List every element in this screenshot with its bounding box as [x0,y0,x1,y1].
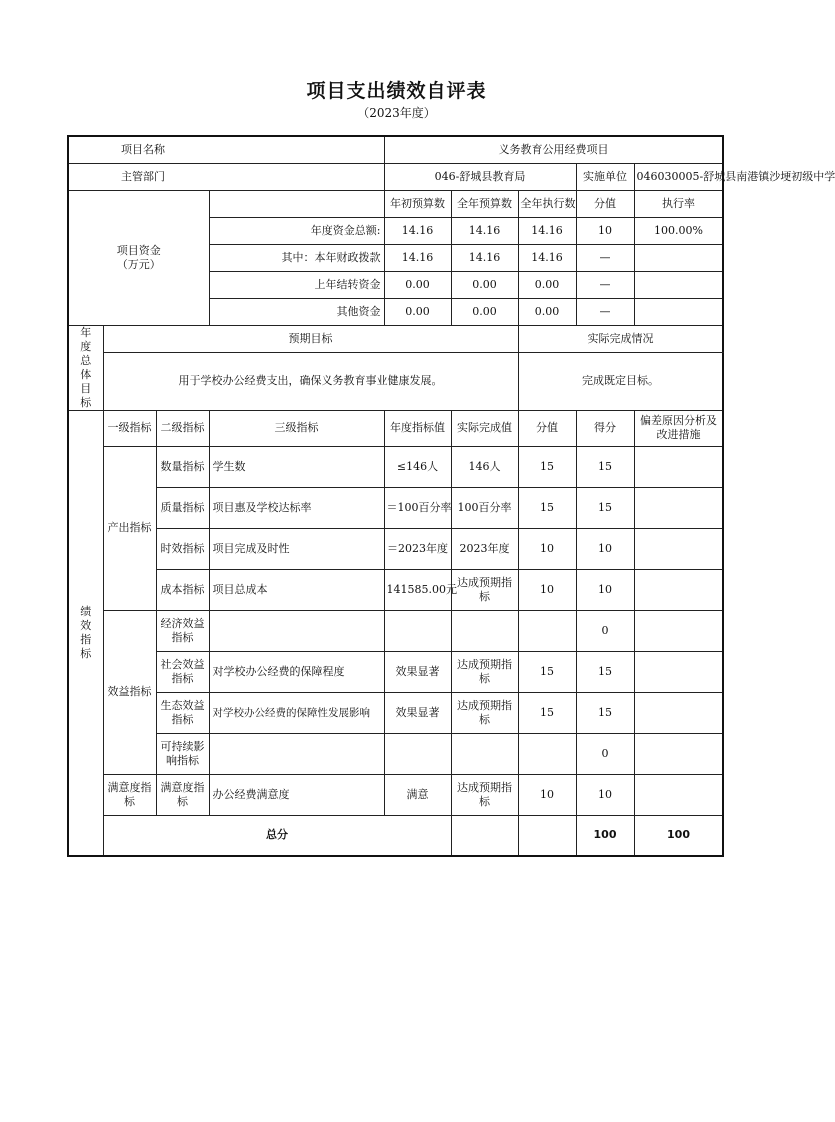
weight-value [518,610,576,651]
perf-header: 偏差原因分析及改进措施 [634,410,723,446]
unit-value: 046030005-舒城县南港镇沙埂初级中学 [634,163,723,190]
table-row [68,446,723,487]
funds-header: 全年预算数 [451,190,518,217]
funds-cell: — [576,271,634,298]
level3-label: 对学校办公经费的保障程度 [209,651,384,692]
table-row [68,569,723,610]
dept-value: 046-舒城县教育局 [384,163,576,190]
weight-value: 15 [518,692,576,733]
level3-label: 项目完成及时性 [209,528,384,569]
weight-value: 10 [518,774,576,815]
total-score: 100 [634,815,723,856]
perf-header: 一级指标 [103,410,156,446]
funds-cell: 14.16 [384,244,451,271]
goals-actual: 完成既定目标。 [518,353,723,410]
level2-label: 经济效益指标 [156,610,209,651]
level2-label: 数量指标 [156,446,209,487]
funds-cell: 100.00% [634,217,723,244]
funds-cell: 10 [576,217,634,244]
actual-value: 146人 [451,446,518,487]
funds-cell: 0.00 [518,298,576,325]
goals-label: 年度总体目标 [68,325,103,410]
total-weight: 100 [576,815,634,856]
funds-row-label: 年度资金总额: [209,217,384,244]
note-value [634,692,723,733]
funds-cell [634,298,723,325]
level1-label: 效益指标 [103,610,156,774]
target-value [384,733,451,774]
funds-cell: 14.16 [384,217,451,244]
table-row [68,733,723,774]
funds-cell: 14.16 [451,244,518,271]
total-blank [451,815,518,856]
funds-cell: — [576,298,634,325]
total-blank [518,815,576,856]
dept-label: 主管部门 [68,163,384,190]
target-value: 141585.00元 [384,569,451,610]
target-value: 满意 [384,774,451,815]
page-title: 项目支出绩效自评表 [306,80,487,102]
funds-cell [634,244,723,271]
funds-header: 分值 [576,190,634,217]
funds-cell [634,271,723,298]
funds-cell: 14.16 [518,244,576,271]
weight-value: 10 [518,528,576,569]
goals-expected: 用于学校办公经费支出，确保义务教育事业健康发展。 [103,353,518,410]
actual-value [451,733,518,774]
level3-label: 项目惠及学校达标率 [209,487,384,528]
target-value [384,610,451,651]
perf-header: 二级指标 [156,410,209,446]
goals-actual-header: 实际完成情况 [518,325,723,353]
note-value [634,446,723,487]
project-name-value: 义务教育公用经费项目 [384,136,723,163]
actual-value: 100百分率 [451,487,518,528]
page-subtitle: （2023年度） [357,106,436,120]
perf-header: 年度指标值 [384,410,451,446]
level2-label: 生态效益指标 [156,692,209,733]
level3-label: 办公经费满意度 [209,774,384,815]
funds-header-blank [209,190,384,217]
note-value [634,610,723,651]
funds-cell: 0.00 [384,298,451,325]
score-value: 10 [576,569,634,610]
project-name-label: 项目名称 [68,136,384,163]
actual-value: 达成预期指标 [451,692,518,733]
weight-value: 15 [518,446,576,487]
level3-label: 学生数 [209,446,384,487]
unit-label: 实施单位 [576,163,634,190]
funds-row-label: 其中：本年财政拨款 [209,244,384,271]
score-value: 15 [576,692,634,733]
actual-value: 2023年度 [451,528,518,569]
note-value [634,487,723,528]
level1-label: 满意度指标 [103,774,156,815]
funds-row-label: 上年结转资金 [209,271,384,298]
score-value: 15 [576,446,634,487]
score-value: 10 [576,528,634,569]
score-value: 10 [576,774,634,815]
funds-header: 全年执行数 [518,190,576,217]
level3-label: 对学校办公经费的保障性发展影响 [209,692,384,733]
weight-value: 15 [518,651,576,692]
level3-label: 项目总成本 [209,569,384,610]
actual-value: 达成预期指标 [451,774,518,815]
weight-value: 10 [518,569,576,610]
level2-label: 可持续影响指标 [156,733,209,774]
target-value: ＝2023年度 [384,528,451,569]
note-value [634,651,723,692]
funds-cell: 0.00 [451,271,518,298]
note-value [634,774,723,815]
total-label: 总分 [103,815,451,856]
table-row [68,487,723,528]
actual-value [451,610,518,651]
target-value: ＝100百分率 [384,487,451,528]
target-value: 效果显著 [384,651,451,692]
target-value: ≤146人 [384,446,451,487]
perf-label: 绩效指标 [68,410,103,856]
total-row [68,815,723,856]
score-value: 0 [576,733,634,774]
actual-value: 达成预期指标 [451,569,518,610]
perf-header: 得分 [576,410,634,446]
level2-label: 满意度指标 [156,774,209,815]
table-row [68,528,723,569]
funds-row-label: 其他资金 [209,298,384,325]
perf-header: 分值 [518,410,576,446]
funds-header: 执行率 [634,190,723,217]
note-value [634,528,723,569]
level2-label: 时效指标 [156,528,209,569]
actual-value: 达成预期指标 [451,651,518,692]
goals-expected-header: 预期目标 [103,325,518,353]
funds-cell: 0.00 [451,298,518,325]
table-row [68,692,723,733]
funds-cell: 14.16 [451,217,518,244]
funds-cell: 0.00 [384,271,451,298]
weight-value [518,733,576,774]
level3-label [209,610,384,651]
level2-label: 质量指标 [156,487,209,528]
target-value: 效果显著 [384,692,451,733]
perf-header: 三级指标 [209,410,384,446]
table-row [68,610,723,651]
score-value: 15 [576,487,634,528]
funds-cell: 0.00 [518,271,576,298]
score-value: 15 [576,651,634,692]
note-value [634,733,723,774]
table-row [68,774,723,815]
funds-cell: — [576,244,634,271]
funds-cell: 14.16 [518,217,576,244]
level3-label [209,733,384,774]
note-value [634,569,723,610]
funds-header: 年初预算数 [384,190,451,217]
level2-label: 成本指标 [156,569,209,610]
level1-label: 产出指标 [103,446,156,610]
perf-header: 实际完成值 [451,410,518,446]
evaluation-table [67,135,835,857]
funds-label: 项目资金 （万元） [68,190,209,325]
weight-value: 15 [518,487,576,528]
table-row [68,651,723,692]
level2-label: 社会效益指标 [156,651,209,692]
score-value: 0 [576,610,634,651]
